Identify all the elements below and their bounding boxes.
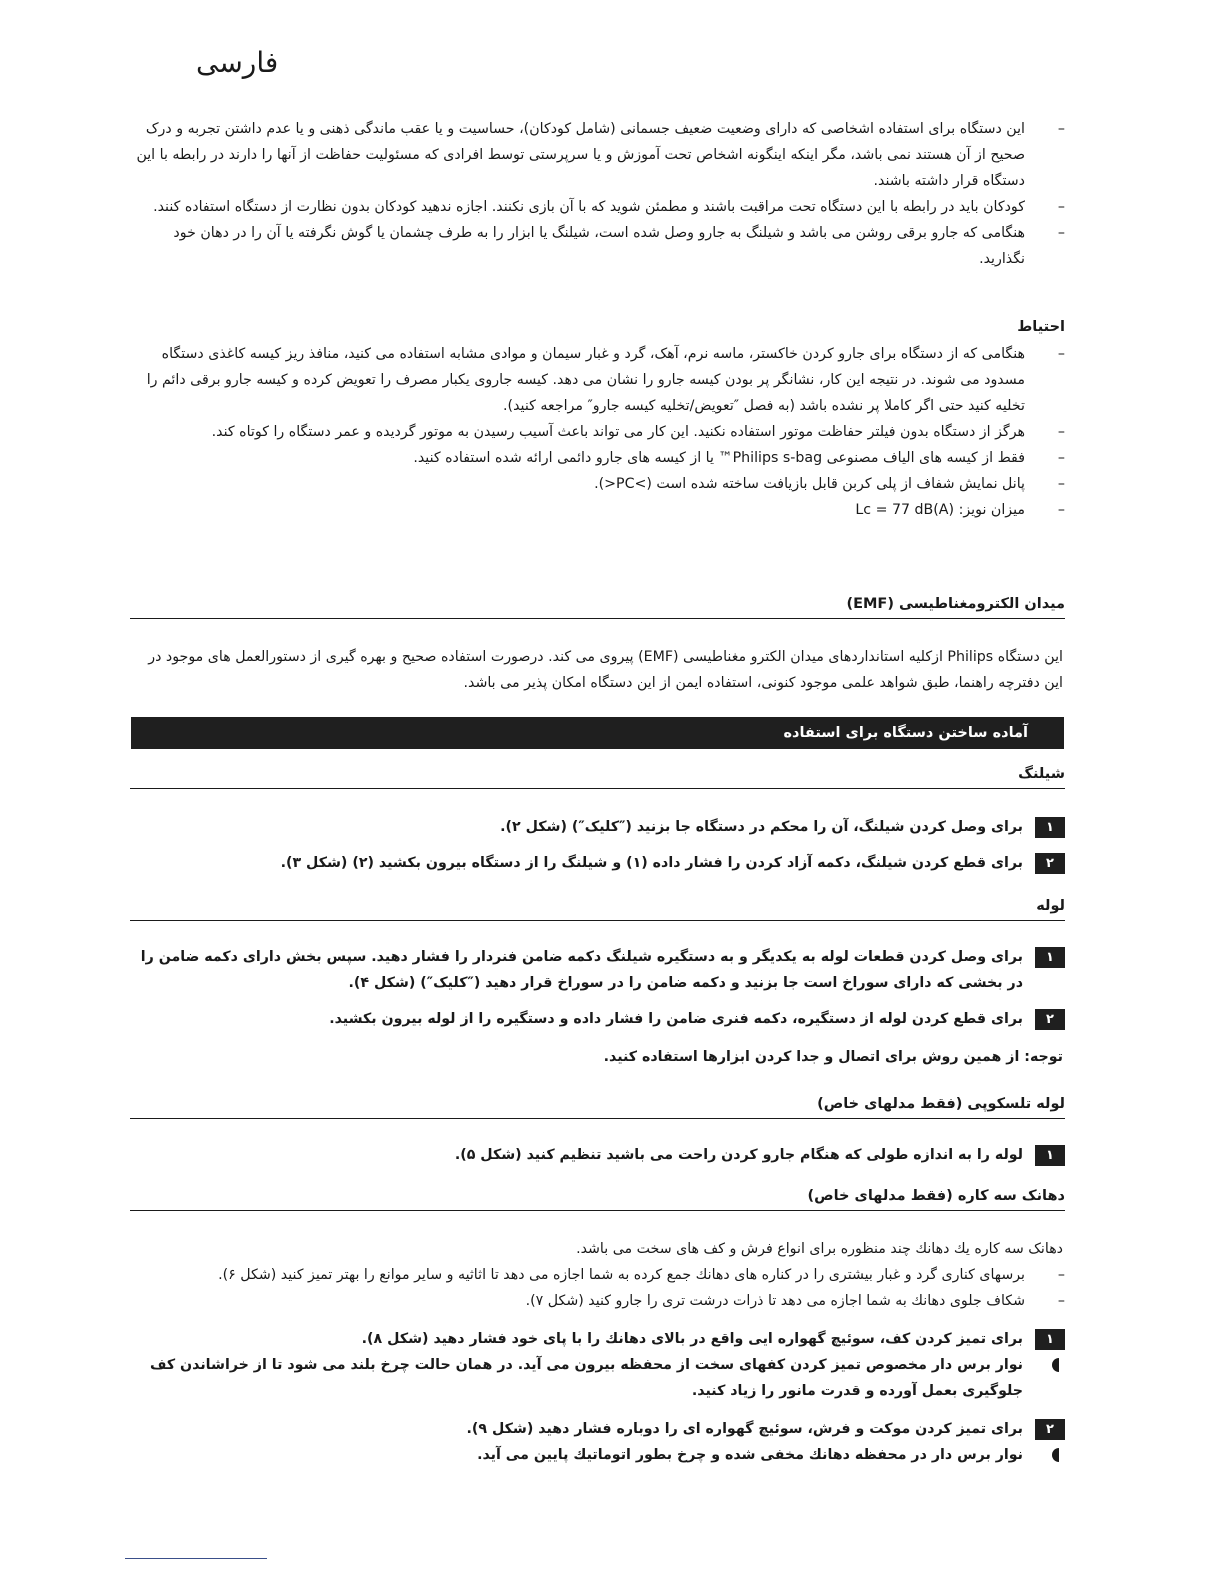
nozzle-bullet: – شکاف جلوی دهانك به شما اجازه می دهد تا ذرات درشت تری را جارو کنید (شکل ۷). xyxy=(130,1288,1065,1314)
divider xyxy=(130,920,1065,921)
nozzle-section xyxy=(130,1236,1065,1468)
emf-section xyxy=(130,644,1065,696)
step-number: ۱ xyxy=(1035,1329,1065,1350)
caution-heading: احتیاط xyxy=(1017,319,1065,335)
safety-bullet: – کودکان باید در رابطه با این دستگاه تحت مراقبت باشند و مطمئن شوید که با آن بازی نکنند. اجازه ندهید کودکان بدون نظارت از دستگاه استفاده کنند. xyxy=(130,194,1065,220)
nozzle-substep xyxy=(130,1352,1065,1404)
hose-step xyxy=(130,850,1065,876)
step-number: ۲ xyxy=(1035,853,1065,874)
safety-bullet: – هنگامی که جارو برقی روشن می باشد و شیلنگ به جارو وصل شده است، شیلنگ یا ابزار را به طرف چشمان یا گوش نگرفته یا آن را در دهان خود نگذارید. xyxy=(130,220,1065,272)
tube-steps xyxy=(130,944,1065,1070)
substep-text: نوار برس دار در محفظه دهانك مخفی شده و چرخ بطور اتوماتیك پایین می آید. xyxy=(477,1447,1023,1463)
substep-text: نوار برس دار مخصوص تمیز کردن کفهای سخت از محفظه بیرون می آید. در همان حالت چرخ بلند می شود تا از خراشاندن کف جلوگیری بعمل آورده و قدرت مانور را زیاد کنید. xyxy=(149,1357,1023,1399)
safety-bullet: – این دستگاه برای استفاده اشخاصی که دارای وضعیت ضعیف جسمانی (شامل کودکان)، حساسیت و یا عقب ماندگی ذهنی و یا عدم داشتن تجربه و درک صحیح از آن هستند نمی باشد، مگر اینکه اینگونه اشخاص تحت آموزش و یا سرپرستی توسط افرادی که مسئولیت حفاظت از آنها را دارند در رابطه با این دستگاه قرار داشته باشند. xyxy=(130,116,1065,194)
half-circle-bullet-icon xyxy=(1049,1358,1059,1372)
nozzle-step xyxy=(130,1326,1065,1352)
emf-text: این دستگاه Philips ازکلیه استانداردهای میدان الکترو مغناطیسی (EMF) پیروی می کند. درصورت استفاده صحیح و بهره گیری از دستورالعمل های موجود در این دفترچه راهنما، طبق شواهد علمی موجود کنونی، استفاده ایمن از این دستگاه امکان پذیر می باشد. xyxy=(148,649,1063,691)
safety-section xyxy=(130,116,1065,272)
footer-line xyxy=(125,1558,267,1559)
caution-bullet: – هنگامی که از دستگاه برای جارو کردن خاکستر، ماسه نرم، آهک، گرد و غبار سیمان و موادی مشابه استفاده می کنید، منافذ ریز کیسه کاغذی دستگاه مسدود می شوند. در نتیجه این کار، نشانگر پر بودن کیسه جارو را نشان می دهد. کیسه جاروی یکبار مصرف را تعویض کرده و کیسه جارو برقی دائم را تخلیه کنید حتی اگر کاملا پر نشده باشد (به فصل ″تعویض/تخلیه کیسه جارو″ مراجعه کنید). xyxy=(130,341,1065,419)
nozzle-substep xyxy=(130,1442,1065,1468)
telescopic-step xyxy=(130,1142,1065,1168)
divider xyxy=(130,618,1065,619)
section-title: آماده ساختن دستگاه برای استفاده xyxy=(783,725,1028,741)
step-text: لوله را به اندازه طولی که هنگام جارو کردن راحت می باشید تنظیم کنید (شکل ۵). xyxy=(454,1147,1023,1163)
step-number: ۲ xyxy=(1035,1009,1065,1030)
telescopic-heading: لوله تلسکوپی (فقط مدلهای خاص) xyxy=(817,1096,1065,1112)
nozzle-heading: دهانک سه کاره (فقط مدلهای خاص) xyxy=(807,1188,1065,1204)
divider xyxy=(130,788,1065,789)
tube-step xyxy=(130,1006,1065,1032)
emf-heading: میدان الکترومغناطیسی (EMF) xyxy=(846,596,1065,612)
telescopic-steps xyxy=(130,1142,1065,1168)
step-text: برای وصل کردن قطعات لوله به یکدیگر و به دستگیره شیلنگ دکمه ضامن فنردار را فشار دهید. سپس بخش دارای دکمه ضامن را در بخشی که دارای سوراخ است جا بزنید و دکمه ضامن را در سوراخ قرار دهید (″کلیک″) (شکل ۴). xyxy=(140,949,1023,991)
language-label: فارسی xyxy=(196,46,279,79)
step-text: برای قطع کردن شیلنگ، دکمه آزاد کردن را فشار داده (۱) و شیلنگ را از دستگاه بیرون بکشید (۲) (شکل ۳). xyxy=(280,855,1023,871)
caution-bullet: – فقط از کیسه های الیاف مصنوعی Philips s-bag™ یا از کیسه های جارو دائمی ارائه شده استفاده کنید. xyxy=(130,445,1065,471)
step-number: ۱ xyxy=(1035,1145,1065,1166)
hose-step xyxy=(130,814,1065,840)
divider xyxy=(130,1210,1065,1211)
nozzle-heading-wrap xyxy=(130,1184,1065,1208)
step-text: برای وصل کردن شیلنگ، آن را محکم در دستگاه جا بزنید (″کلیک″) (شکل ۲). xyxy=(500,819,1023,835)
caution-bullet: – پانل نمایش شفاف از پلی کربن قابل بازیافت ساخته شده است (>PC<). xyxy=(130,471,1065,497)
tube-heading: لوله xyxy=(1036,898,1065,914)
nozzle-intro: دهانک سه کاره یك دهانك چند منظوره برای انواع فرش و کف های سخت می باشد. xyxy=(576,1241,1063,1257)
nozzle-step xyxy=(130,1416,1065,1442)
emf-heading-wrap xyxy=(130,592,1065,616)
telescopic-heading-wrap xyxy=(130,1092,1065,1116)
step-text: برای قطع کردن لوله از دستگیره، دکمه فنری ضامن را فشار داده و دستگیره را از لوله بیرون بکشید. xyxy=(329,1011,1023,1027)
step-text: برای تمیز کردن موکت و فرش، سوئیچ گهواره ای را دوباره فشار دهید (شکل ۹). xyxy=(466,1421,1023,1437)
hose-steps xyxy=(130,814,1065,876)
tube-heading-wrap xyxy=(130,894,1065,918)
step-text: برای تمیز کردن کف، سوئیچ گهواره ایی واقع در بالای دهانك را با پای خود فشار دهید (شکل ۸). xyxy=(361,1331,1023,1347)
hose-heading-wrap xyxy=(130,762,1065,786)
tube-note: توجه: از همین روش برای اتصال و جدا کردن ابزارها استفاده کنید. xyxy=(603,1049,1063,1065)
step-number: ۱ xyxy=(1035,947,1065,968)
nozzle-bullet: – برسهای کناری گرد و غبار بیشتری را در کناره های دهانك جمع کرده به شما اجازه می دهد تا اثاثیه و سایر موانع را بهتر تمیز کنید (شکل ۶). xyxy=(130,1262,1065,1288)
caution-bullet: – میزان نویز: Lc = 77 dB(A) xyxy=(130,497,1065,523)
divider xyxy=(130,1118,1065,1119)
half-circle-bullet-icon xyxy=(1049,1448,1059,1462)
tube-step xyxy=(130,944,1065,996)
step-number: ۱ xyxy=(1035,817,1065,838)
caution-bullet: – هرگز از دستگاه بدون فیلتر حفاظت موتور استفاده نکنید. این کار می تواند باعث آسیب رسیدن به موتور گردیده و عمر دستگاه را کوتاه کند. xyxy=(130,419,1065,445)
caution-section xyxy=(130,315,1065,523)
hose-heading: شیلنگ xyxy=(1018,766,1065,782)
section-title-band xyxy=(131,717,1064,749)
step-number: ۲ xyxy=(1035,1419,1065,1440)
